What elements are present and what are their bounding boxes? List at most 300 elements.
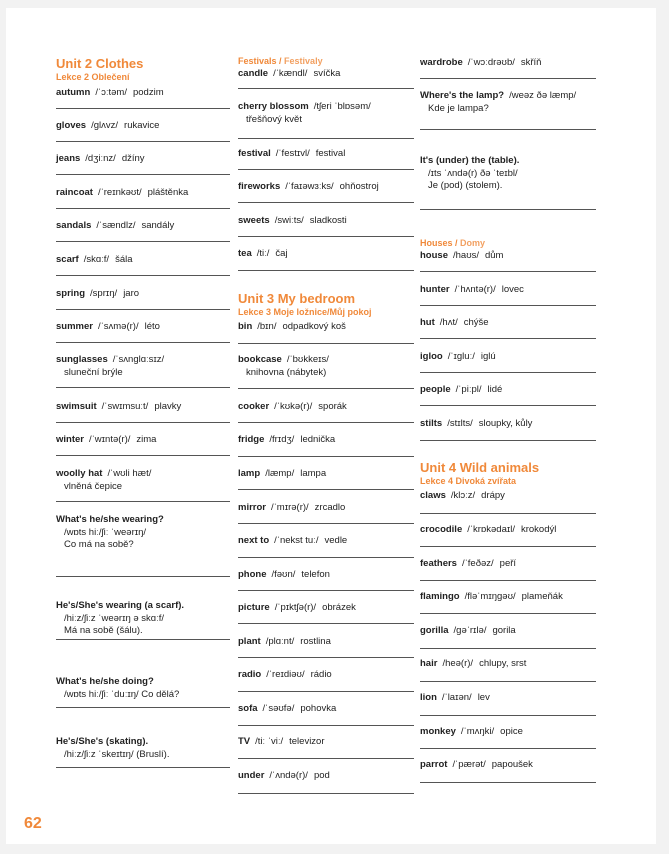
entry-line xyxy=(238,68,414,81)
writing-line xyxy=(420,681,596,682)
entry-line xyxy=(420,351,596,364)
writing-line xyxy=(238,725,414,726)
entry-translation: léto xyxy=(144,321,160,332)
entry-line xyxy=(420,726,596,739)
entry-line xyxy=(238,770,414,783)
writing-line xyxy=(238,657,414,658)
entry-word: fireworks xyxy=(238,181,281,192)
writing-line xyxy=(238,169,414,170)
entry-word: What's he/she wearing? xyxy=(56,514,164,525)
entry-word: stilts xyxy=(420,418,443,429)
entry-pronunciation: /læmp/ xyxy=(265,468,295,479)
entry-word: fridge xyxy=(238,434,265,445)
entry-line xyxy=(238,468,414,481)
vocab-entry xyxy=(238,669,414,682)
writing-line xyxy=(56,576,230,577)
entry-word: bookcase xyxy=(238,354,282,365)
writing-line xyxy=(238,623,414,624)
entry-line2: /wɒts hiː/ʃiː ˈduːɪŋ/ Co dělá? xyxy=(64,688,180,700)
entry-word: Where's the lamp? xyxy=(420,90,505,101)
entry-translation: peří xyxy=(499,558,517,569)
entry-line2: /hiːz/ʃiːz ˈskeɪtɪŋ/ (Bruslí). xyxy=(64,748,170,760)
entry-translation: rádio xyxy=(310,669,332,680)
entry-translation: gorila xyxy=(492,625,516,636)
entry-word: What's he/she doing? xyxy=(56,676,154,687)
entry-word: gorilla xyxy=(420,625,449,636)
vocab-entry xyxy=(238,354,414,379)
entry-line xyxy=(56,220,230,233)
entry-line xyxy=(238,354,414,367)
entry-pronunciation: /ˈsʌmə(r)/ xyxy=(97,321,139,332)
entry-line3: Má na sobě (šálu). xyxy=(64,625,143,636)
entry-translation: lidé xyxy=(487,384,503,395)
entry-translation: čaj xyxy=(275,248,288,259)
entry-translation: obrázek xyxy=(322,602,356,613)
entry-word: winter xyxy=(56,434,84,445)
entry-pronunciation: /ˈpɪktʃə(r)/ xyxy=(274,602,317,613)
entry-pronunciation: /ˈmɪrə(r)/ xyxy=(270,502,309,513)
writing-line xyxy=(420,372,596,373)
writing-line xyxy=(238,422,414,423)
entry-translation: pod xyxy=(313,770,330,781)
entry-line xyxy=(238,148,414,161)
entry-line xyxy=(238,703,414,716)
entry-pronunciation: /swiːts/ xyxy=(274,215,304,226)
vocab-entry xyxy=(238,68,414,81)
entry-translation: odpadkový koš xyxy=(282,321,346,332)
vocab-entry xyxy=(238,434,414,447)
entry-line2: vlněná čepice xyxy=(64,480,123,492)
vocab-entry xyxy=(56,187,230,200)
vocab-entry xyxy=(238,101,414,126)
entry-line2: sluneční brýle xyxy=(64,366,123,378)
writing-line xyxy=(56,174,230,175)
houses-heading-cz: Domy xyxy=(460,238,486,248)
entry-translation: sandály xyxy=(141,220,175,231)
writing-line xyxy=(420,209,596,210)
writing-line xyxy=(420,648,596,649)
entry-line xyxy=(56,736,230,749)
entry-translation: plameňák xyxy=(521,591,563,602)
entry-word: tea xyxy=(238,248,252,259)
writing-line xyxy=(56,455,230,456)
entry-line xyxy=(420,524,596,537)
vocab-entry xyxy=(56,676,230,701)
vocab-entry xyxy=(56,153,230,166)
entry-line xyxy=(238,502,414,515)
entry-line xyxy=(420,155,596,168)
entry-line xyxy=(56,468,230,481)
entry-line xyxy=(238,248,414,261)
entry-pronunciation: /ɡlʌvz/ xyxy=(91,120,119,131)
writing-line xyxy=(238,793,414,794)
lesson-2-title: Lekce 2 Oblečení xyxy=(56,72,130,82)
entry-word: He's/She's wearing (a scarf). xyxy=(56,600,185,611)
entry-word: sandals xyxy=(56,220,92,231)
entry-pronunciation: /tiː ˈviː/ xyxy=(255,736,284,747)
vocab-entry xyxy=(420,155,596,193)
entry-line xyxy=(238,569,414,582)
entry-translation: sladkosti xyxy=(309,215,347,226)
writing-line xyxy=(420,613,596,614)
vocab-entry xyxy=(420,317,596,330)
entry-line xyxy=(420,90,596,103)
entry-line xyxy=(238,181,414,194)
entry-translation: lev xyxy=(477,692,490,703)
entry-translation: festival xyxy=(315,148,346,159)
entry-translation: sporák xyxy=(318,401,347,412)
lesson-3-title: Lekce 3 Moje ložnice/Můj pokoj xyxy=(238,307,372,317)
entry-pronunciation: /ˈwɔːdrəʊb/ xyxy=(467,57,515,68)
vocab-entry xyxy=(56,736,230,761)
entry-line xyxy=(56,676,230,689)
festivals-heading-cz: Festivaly xyxy=(284,56,323,66)
entry-pronunciation: /ˈkrɒkədaɪl/ xyxy=(467,524,515,535)
entry-line xyxy=(420,692,596,705)
writing-line xyxy=(238,202,414,203)
writing-line xyxy=(56,342,230,343)
vocabulary-page xyxy=(6,8,656,844)
entry-word: flamingo xyxy=(420,591,460,602)
entry-word: lamp xyxy=(238,468,261,479)
entry-word: swimsuit xyxy=(56,401,97,412)
writing-line xyxy=(238,523,414,524)
writing-line xyxy=(56,309,230,310)
writing-line xyxy=(420,271,596,272)
vocab-entry xyxy=(420,692,596,705)
entry-line xyxy=(420,57,596,70)
entry-word: under xyxy=(238,770,265,781)
entry-pronunciation: /skɑːf/ xyxy=(83,254,110,265)
entry-pronunciation: /ˈreɪdiəʊ/ xyxy=(266,669,305,680)
entry-pronunciation: /ˈwɪntə(r)/ xyxy=(88,434,131,445)
entry-line xyxy=(56,87,230,100)
entry-word: sweets xyxy=(238,215,270,226)
entry-word: plant xyxy=(238,636,261,647)
writing-line xyxy=(238,590,414,591)
vocab-entry xyxy=(56,220,230,233)
entry-pronunciation: /ˈsəʊfə/ xyxy=(262,703,295,714)
writing-line xyxy=(238,557,414,558)
vocab-entry xyxy=(238,248,414,261)
writing-line xyxy=(238,388,414,389)
entry-line xyxy=(420,658,596,671)
writing-line xyxy=(420,78,596,79)
entry-word: gloves xyxy=(56,120,87,131)
entry-translation: rostlina xyxy=(300,636,331,647)
entry-line2: /ɪts ˈʌndə(r) ðə ˈteɪbl/ xyxy=(428,167,518,179)
writing-line xyxy=(56,141,230,142)
vocab-entry xyxy=(420,524,596,537)
entry-line2: třešňový květ xyxy=(246,113,302,125)
entry-translation: skříň xyxy=(520,57,542,68)
writing-line xyxy=(238,343,414,344)
vocab-entry xyxy=(238,215,414,228)
entry-pronunciation: /fləˈmɪŋɡəʊ/ xyxy=(464,591,516,602)
writing-line xyxy=(238,489,414,490)
entry-pronunciation: /frɪdʒ/ xyxy=(269,434,295,445)
entry-pronunciation: /ˈbʊkkeɪs/ xyxy=(286,354,329,365)
entry-translation: sloupky, kůly xyxy=(478,418,533,429)
writing-line xyxy=(56,422,230,423)
entry-translation: papoušek xyxy=(491,759,533,770)
entry-line xyxy=(420,284,596,297)
entry-line xyxy=(420,625,596,638)
vocab-entry xyxy=(56,434,230,447)
entry-line xyxy=(238,602,414,615)
entry-word: wardrobe xyxy=(420,57,463,68)
entry-translation: pláštěnka xyxy=(147,187,189,198)
entry-word: people xyxy=(420,384,451,395)
entry-translation: pohovka xyxy=(300,703,337,714)
entry-translation: svíčka xyxy=(313,68,341,79)
entry-pronunciation: /ˈʌndə(r)/ xyxy=(269,770,308,781)
entry-word: crocodile xyxy=(420,524,463,535)
entry-word: festival xyxy=(238,148,271,159)
entry-line2: /hiːz/ʃiːz ˈweərɪŋ ə skɑːf/ xyxy=(64,612,164,624)
entry-line xyxy=(56,187,230,200)
entry-word: He's/She's (skating). xyxy=(56,736,149,747)
entry-word: cherry blossom xyxy=(238,101,309,112)
writing-line xyxy=(56,501,230,502)
vocab-entry xyxy=(238,770,414,783)
houses-heading xyxy=(420,238,485,248)
entry-line xyxy=(56,120,230,133)
writing-line xyxy=(56,208,230,209)
writing-line xyxy=(238,88,414,89)
entry-line2: Kde je lampa? xyxy=(428,102,489,114)
entry-line xyxy=(238,215,414,228)
entry-pronunciation: /ˈfestɪvl/ xyxy=(275,148,310,159)
entry-line xyxy=(420,490,596,503)
entry-line2: /wɒts hiː/ʃiː ˈweərɪŋ/ xyxy=(64,526,147,538)
entry-line xyxy=(420,759,596,772)
entry-line xyxy=(56,514,230,527)
entry-pronunciation: /sprɪŋ/ xyxy=(90,288,118,299)
houses-heading-en: Houses xyxy=(420,238,453,248)
vocab-entry xyxy=(238,468,414,481)
entry-pronunciation: /stɪlts/ xyxy=(447,418,473,429)
entry-pronunciation: /tʃeri ˈblɒsəm/ xyxy=(313,101,371,112)
vocab-entry xyxy=(420,658,596,671)
entry-word: bin xyxy=(238,321,253,332)
entry-word: hut xyxy=(420,317,435,328)
entry-translation: televizor xyxy=(289,736,325,747)
entry-line xyxy=(238,736,414,749)
vocab-entry xyxy=(238,401,414,414)
writing-line xyxy=(56,639,230,640)
entry-line3: Je (pod) (stolem). xyxy=(428,180,503,191)
entry-translation: krokodýl xyxy=(520,524,557,535)
festivals-heading-en: Festivals xyxy=(238,56,277,66)
vocab-entry xyxy=(56,254,230,267)
entry-pronunciation: /ˈkændl/ xyxy=(273,68,308,79)
writing-line xyxy=(56,767,230,768)
entry-line xyxy=(420,418,596,431)
entry-pronunciation: /bɪn/ xyxy=(257,321,277,332)
entry-pronunciation: /ˈfeðəz/ xyxy=(461,558,494,569)
entry-translation: vedle xyxy=(324,535,348,546)
entry-line xyxy=(56,434,230,447)
writing-line xyxy=(420,405,596,406)
writing-line xyxy=(56,241,230,242)
vocab-entry xyxy=(420,57,596,70)
entry-translation: podzim xyxy=(132,87,164,98)
festivals-heading-sep: / xyxy=(276,56,285,66)
entry-word: house xyxy=(420,250,448,261)
entry-word: woolly hat xyxy=(56,468,103,479)
writing-line xyxy=(56,707,230,708)
entry-translation: chlupy, srst xyxy=(479,658,527,669)
entry-line xyxy=(238,321,414,334)
entry-line xyxy=(56,288,230,301)
entry-translation: džíny xyxy=(121,153,145,164)
writing-line xyxy=(420,338,596,339)
writing-line xyxy=(238,270,414,271)
entry-translation: telefon xyxy=(301,569,330,580)
entry-word: hair xyxy=(420,658,438,669)
writing-line xyxy=(420,782,596,783)
vocab-entry xyxy=(238,636,414,649)
entry-pronunciation: /ˈpiːpl/ xyxy=(455,384,482,395)
entry-line xyxy=(238,101,414,114)
entry-pronunciation: /heə(r)/ xyxy=(442,658,474,669)
vocab-entry xyxy=(56,354,230,379)
writing-line xyxy=(420,513,596,514)
entry-pronunciation: /klɔːz/ xyxy=(450,490,476,501)
entry-line xyxy=(56,401,230,414)
entry-word: TV xyxy=(238,736,251,747)
entry-word: raincoat xyxy=(56,187,93,198)
entry-pronunciation: /ˈɪɡluː/ xyxy=(447,351,475,362)
entry-pronunciation: /plɑːnt/ xyxy=(265,636,295,647)
entry-line xyxy=(238,636,414,649)
writing-line xyxy=(238,456,414,457)
vocab-entry xyxy=(420,418,596,431)
entry-line xyxy=(56,354,230,367)
entry-pronunciation: /ɡəˈrɪlə/ xyxy=(453,625,487,636)
entry-pronunciation: /haʊs/ xyxy=(452,250,479,261)
entry-word: It's (under) the (table). xyxy=(420,155,520,166)
vocab-entry xyxy=(420,591,596,604)
entry-word: autumn xyxy=(56,87,91,98)
entry-pronunciation: /dʒiːnz/ xyxy=(85,153,116,164)
festivals-heading xyxy=(238,56,323,66)
entry-pronunciation: /tiː/ xyxy=(256,248,270,259)
vocab-entry xyxy=(238,321,414,334)
entry-translation: opice xyxy=(500,726,523,737)
entry-line2: knihovna (nábytek) xyxy=(246,366,327,378)
vocab-entry xyxy=(420,726,596,739)
vocab-entry xyxy=(56,468,230,493)
entry-pronunciation: /ˈreɪnkəʊt/ xyxy=(97,187,142,198)
unit-4-title: Unit 4 Wild animals xyxy=(420,460,540,475)
entry-line xyxy=(420,384,596,397)
entry-pronunciation: /ˈpærət/ xyxy=(452,759,486,770)
writing-line xyxy=(420,580,596,581)
entry-word: parrot xyxy=(420,759,448,770)
vocab-entry xyxy=(56,288,230,301)
vocab-entry xyxy=(420,250,596,263)
vocab-entry xyxy=(56,600,230,638)
entry-pronunciation: /ˈlaɪən/ xyxy=(441,692,472,703)
vocab-entry xyxy=(420,490,596,503)
entry-line xyxy=(420,317,596,330)
writing-line xyxy=(420,129,596,130)
entry-translation: zrcadlo xyxy=(314,502,346,513)
entry-word: spring xyxy=(56,288,86,299)
entry-translation: lednička xyxy=(300,434,336,445)
entry-pronunciation: /ˈmʌŋki/ xyxy=(460,726,495,737)
entry-pronunciation: /fəʊn/ xyxy=(271,569,296,580)
unit-3-title: Unit 3 My bedroom xyxy=(238,291,356,306)
writing-line xyxy=(56,108,230,109)
entry-word: monkey xyxy=(420,726,456,737)
entry-pronunciation: /ˈswɪmsuːt/ xyxy=(101,401,149,412)
vocab-entry xyxy=(238,148,414,161)
writing-line xyxy=(420,546,596,547)
writing-line xyxy=(420,440,596,441)
entry-word: claws xyxy=(420,490,446,501)
entry-line xyxy=(56,600,230,613)
entry-line xyxy=(56,321,230,334)
entry-pronunciation: /ˈsʌnɡlɑːsɪz/ xyxy=(112,354,165,365)
entry-word: igloo xyxy=(420,351,443,362)
entry-word: phone xyxy=(238,569,267,580)
vocab-entry xyxy=(420,351,596,364)
entry-word: mirror xyxy=(238,502,266,513)
vocab-entry xyxy=(420,759,596,772)
vocab-entry xyxy=(420,625,596,638)
vocab-entry xyxy=(238,569,414,582)
entry-translation: dům xyxy=(484,250,504,261)
vocab-entry xyxy=(238,602,414,615)
vocab-entry xyxy=(56,514,230,552)
entry-translation: lampa xyxy=(300,468,327,479)
entry-line xyxy=(56,254,230,267)
entry-pronunciation: /weəz ðə læmp/ xyxy=(509,90,577,101)
writing-line xyxy=(238,758,414,759)
writing-line xyxy=(420,715,596,716)
entry-pronunciation: /ˈhʌntə(r)/ xyxy=(454,284,496,295)
entry-translation: ohňostroj xyxy=(339,181,379,192)
entry-pronunciation: /ˈwʊli hæt/ xyxy=(107,468,152,479)
entry-word: cooker xyxy=(238,401,270,412)
entry-line xyxy=(56,153,230,166)
entry-pronunciation: /ˈfaɪəwɜːks/ xyxy=(285,181,334,192)
vocab-entry xyxy=(56,120,230,133)
vocab-entry xyxy=(238,535,414,548)
entry-pronunciation: /ˈsændlz/ xyxy=(96,220,136,231)
entry-pronunciation: /ˈnekst tuː/ xyxy=(274,535,319,546)
entry-translation: chýše xyxy=(463,317,489,328)
entry-line xyxy=(238,401,414,414)
entry-word: scarf xyxy=(56,254,79,265)
entry-translation: plavky xyxy=(154,401,182,412)
entry-translation: iglú xyxy=(480,351,496,362)
vocab-entry xyxy=(238,181,414,194)
unit-2-title: Unit 2 Clothes xyxy=(56,56,144,71)
vocab-entry xyxy=(238,502,414,515)
entry-translation: drápy xyxy=(481,490,505,501)
entry-pronunciation: /hʌt/ xyxy=(439,317,458,328)
vocab-entry xyxy=(56,87,230,100)
entry-pronunciation: /ˈɔːtəm/ xyxy=(95,87,127,98)
entry-word: candle xyxy=(238,68,269,79)
vocab-entry xyxy=(238,736,414,749)
entry-line xyxy=(420,558,596,571)
writing-line xyxy=(420,748,596,749)
